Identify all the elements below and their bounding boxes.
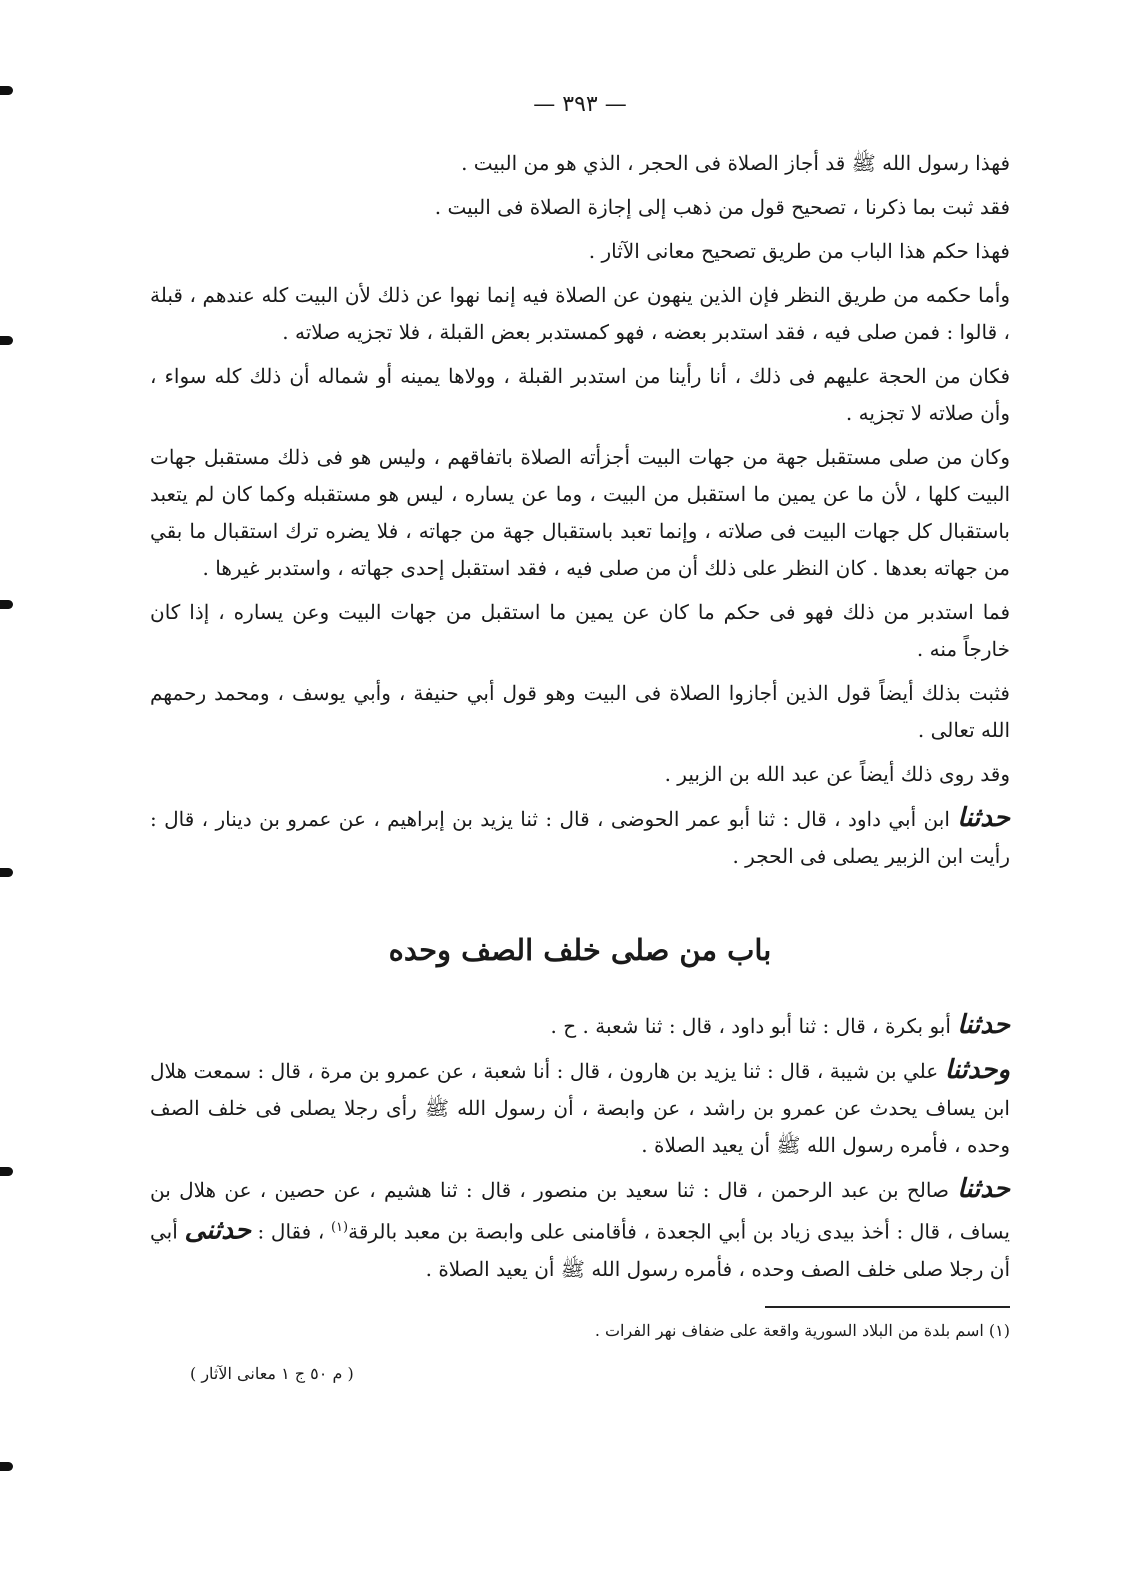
section-heading: باب من صلى خلف الصف وحده xyxy=(388,933,772,967)
paragraph: وقد روى ذلك أيضاً عن عبد الله بن الزبير . xyxy=(664,762,1010,786)
hadith-text: علي بن شيبة ، قال : ثنا يزيد بن هارون ، قال : أنا شعبة ، عن عمرو بن مرة ، قال : سمعت هلال ابن يساف يحدث عن عمرو بن راشد ، عن وابصة ، أن رسول الله ﷺ رأى رجلا يصلى فى خلف الصف وحده ، فأمره رسول الله ﷺ أن يعيد الصلاة . xyxy=(150,1059,1010,1157)
paragraph: وكان من صلى مستقبل جهة من جهات البيت أجزأته الصلاة باتفاقهم ، وليس هو فى ذلك مستقبل جهات البيت كلها ، لأن ما عن يمين ما استقبل من البيت ، وما عن يساره ، ليس هو مستقبله وكما كان لم يتعبد باستقبال كل جهات البيت فى صلاته ، وإنما تعبد باستقبال جهة من جهاته ، فلا يضره ترك استقبال ما بقي من جهاته بعدها . كان النظر على ذلك أن من صلى فيه ، فقد استقبل إحدى جهاته ، واستدبر غيرها . xyxy=(150,445,1011,580)
hadith-lead-word: حدثنى xyxy=(184,1215,251,1246)
hadith-paragraph xyxy=(150,1171,1010,1288)
hadith-text: ، فقال : xyxy=(250,1219,331,1244)
book-page xyxy=(150,92,1010,1383)
hadith-paragraph xyxy=(150,800,1010,875)
paragraph: وأما حكمه من طريق النظر فإن الذين ينهون عن الصلاة فيه إنما نهوا عن ذلك لأن البيت كله عندهم ، قبلة ، قالوا : فمن صلى فيه ، فقد استدبر بعضه ، فهو كمستدبر بعض القبلة ، فلا تجزيه صلاته . xyxy=(150,283,1010,344)
paragraph: فكان من الحجة عليهم فى ذلك ، أنا رأينا من استدبر القبلة ، وولاها يمينه أو شماله أن ذلك كله سواء ، وأن صلاته لا تجزيه . xyxy=(150,364,1010,425)
scan-edge-marks xyxy=(0,0,16,1586)
hadith-lead-word: حدثنا xyxy=(944,1055,998,1085)
paragraph: فهذا رسول الله ﷺ قد أجاز الصلاة فى الحجر ، الذي هو من البيت . xyxy=(461,151,1010,175)
footnote-divider xyxy=(765,1306,1010,1308)
hadith-lead-prefix: و xyxy=(997,1055,1010,1085)
hadith-lead-word: حدثنا xyxy=(957,1174,1010,1204)
paragraph: فثبت بذلك أيضاً قول الذين أجازوا الصلاة فى البيت وهو قول أبي حنيفة ، وأبي يوسف ، ومحمد رحمهم الله تعالى . xyxy=(150,681,1010,742)
hadith-paragraph xyxy=(150,1052,1010,1164)
paragraph: فهذا حكم هذا الباب من طريق تصحيح معانى الآثار . xyxy=(588,239,1010,263)
hadith-lead-word: حدثنا xyxy=(957,1010,1010,1040)
hadith-text: صالح بن عبد الرحمن ، قال : ثنا سعيد بن منصور ، قال : ثنا هشيم ، عن حصين ، عن هلال بن يساف ، قال : أخذ بيدى زياد بن أبي الجعدة ، فأقامنى على وابصة بن معبد بالرقة xyxy=(150,1178,1010,1244)
footnote: (١) اسم بلدة من البلاد السورية واقعة على ضفاف نهر الفرات . xyxy=(594,1320,1010,1340)
paragraph: فقد ثبت بما ذكرنا ، تصحيح قول من ذهب إلى إجازة الصلاة فى البيت . xyxy=(434,195,1010,219)
hadith-text: ابن أبي داود ، قال : ثنا أبو عمر الحوضى ، قال : ثنا يزيد بن إبراهيم ، عن عمرو بن دينار ، قال : رأيت ابن الزبير يصلى فى الحجر . xyxy=(150,807,1010,868)
hadith-lead-word: حدثنا xyxy=(957,803,1010,833)
paragraph: فما استدبر من ذلك فهو فى حكم ما كان عن يمين ما استقبل من جهات البيت وعن يساره ، إذا كان خارجاً منه . xyxy=(150,600,1010,661)
hadith-text: أبو بكرة ، قال : ثنا أبو داود ، قال : ثنا شعبة . ح . xyxy=(550,1014,958,1038)
hadith-paragraph xyxy=(150,1007,1010,1045)
footnote-reference[interactable]: (١) xyxy=(330,1220,349,1235)
page-number: — ٣٩٣ — xyxy=(533,92,627,117)
printer-signature: ( م ٥٠ ج ١ معانى الآثار ) xyxy=(190,1363,354,1383)
hadith-text: أبي أن رجلا صلى خلف الصف وحده ، فأمره رسول الله ﷺ أن يعيد الصلاة . xyxy=(150,1219,1010,1281)
